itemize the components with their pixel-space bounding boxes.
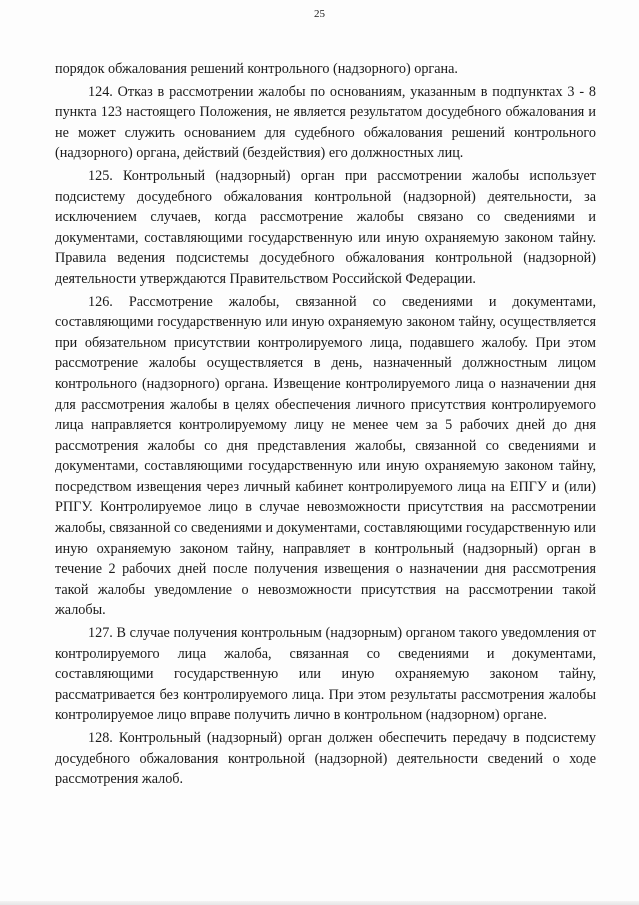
- paragraph-127: 127. В случае получения контрольным (надзорным) органом такого уведомления от контролируемого лица жалоба, связанная со сведениями и документами, составляющими государственную или иную охраняемую законом тайну, рассматривается без контролируемого лица. При этом результаты рассмотрения жалобы контролируемое лицо вправе получить лично в контрольном (надзорном) органе.: [55, 625, 596, 724]
- paragraph-126: 126. Рассмотрение жалобы, связанной со сведениями и документами, составляющими государственную или иную охраняемую законом тайну, осуществляется при обязательном присутствии контролируемого лица, подавшего жалобу. При этом рассмотрение жалобы осуществляется в день, назначенный должностным лицом контрольного (надзорного) органа. Извещение контролируемого лица о назначении дня для рассмотрения жалобы в целях обеспечения личного присутствия контролируемого лица направляется контролируемому лицу не менее чем за 5 рабочих дней до дня рассмотрения жалобы со дня представления жалобы, связанной со сведениями и документами, составляющими государственную или иную охраняемую законом тайну, посредством извещения через личный кабинет контролируемого лица на ЕПГУ и (или) РПГУ. Контролируемое лицо в случае невозможности присутствия на рассмотрении жалобы, связанной со сведениями и документами, составляющими государственную или иную охраняемую законом тайну, направляет в контрольный (надзорный) орган в течение 2 рабочих дней после получения извещения о назначении дня рассмотрения такой жалобы уведомление о невозможности присутствия на рассмотрении такой жалобы.: [55, 293, 596, 619]
- scan-bottom-edge: [0, 901, 639, 905]
- page-number: 25: [314, 8, 325, 20]
- paragraph-continuation: порядок обжалования решений контрольного (надзорного) органа.: [55, 61, 458, 77]
- document-body: [55, 59, 596, 792]
- paragraph-125: 125. Контрольный (надзорный) орган при рассмотрении жалобы использует подсистему досудебного обжалования контрольной (надзорной) деятельности, за исключением случаев, когда рассмотрение жалобы связано со сведениями и документами, составляющими государственную или иную охраняемую законом тайну. Правила ведения подсистемы досудебного обжалования контрольной (надзорной) деятельности утверждаются Правительством Российской Федерации.: [55, 167, 596, 287]
- paragraph-124: 124. Отказ в рассмотрении жалобы по основаниям, указанным в подпунктах 3 - 8 пункта 123 настоящего Положения, не является результатом досудебного обжалования и не может служить основанием для судебного обжалования решений контрольного (надзорного) органа, действий (бездействия) его должностных лиц.: [55, 83, 596, 162]
- paragraph-128: 128. Контрольный (надзорный) орган должен обеспечить передачу в подсистему досудебного обжалования контрольной (надзорной) деятельности сведений о ходе рассмотрения жалоб.: [55, 730, 596, 788]
